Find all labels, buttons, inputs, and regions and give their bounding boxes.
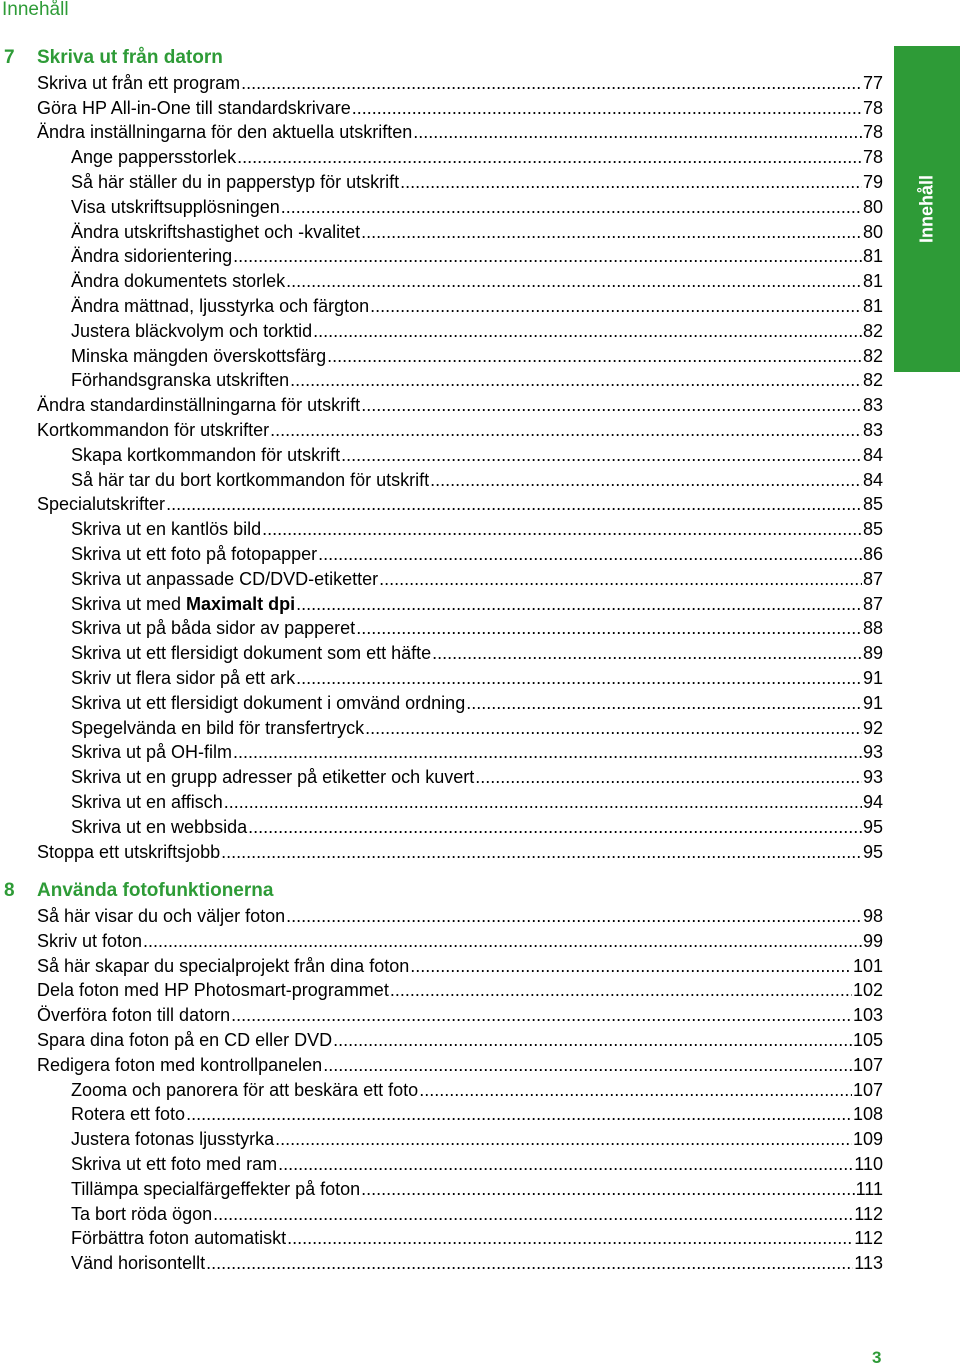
toc-entry[interactable] (0, 1102, 883, 1127)
toc-entry[interactable] (0, 145, 883, 170)
toc-entry-page: 80 (862, 196, 883, 217)
toc-entry-title (37, 96, 351, 121)
toc-entry-text: Överföra foton till datorn (37, 1005, 231, 1026)
toc-entry[interactable] (0, 954, 883, 979)
toc-entry-title (37, 1028, 332, 1053)
toc-entry[interactable] (0, 393, 883, 418)
toc-entry[interactable] (0, 790, 883, 815)
toc-entry-page: 109 (852, 1129, 883, 1150)
toc-entry-page: 82 (862, 320, 883, 341)
toc-entry-text: Förbättra foton automatiskt (71, 1228, 287, 1249)
dot-leader (286, 904, 862, 929)
toc-entry-page: 78 (862, 147, 883, 168)
chapter-heading (0, 46, 884, 71)
toc-entry-text: Skriv ut foton (37, 930, 143, 951)
toc-entry-title (71, 344, 326, 369)
chapter-number: 7 (4, 47, 15, 68)
toc-entry-page: 84 (862, 444, 883, 465)
toc-entry-text: Rotera ett foto (71, 1104, 186, 1125)
toc-entry-text: Ta bort röda ögon (71, 1203, 213, 1224)
toc-entry[interactable] (0, 1152, 883, 1177)
toc-entry-page: 79 (862, 171, 883, 192)
toc-entry-title (71, 1177, 360, 1202)
dot-leader (231, 1003, 852, 1028)
toc-entry-title (71, 443, 340, 468)
dot-leader (333, 1028, 852, 1053)
toc-entry-title (37, 1003, 230, 1028)
toc-entry[interactable] (0, 1127, 883, 1152)
table-of-contents (0, 46, 884, 1276)
toc-entry-page: 81 (862, 295, 883, 316)
toc-entry[interactable] (0, 344, 883, 369)
dot-leader (213, 1202, 853, 1227)
dot-leader (400, 170, 862, 195)
dot-leader (352, 96, 862, 121)
toc-entry-title (37, 492, 165, 517)
toc-entry-page: 108 (852, 1104, 883, 1125)
toc-entry-title (71, 195, 280, 220)
toc-entry-title (71, 1202, 212, 1227)
toc-entry-page: 113 (854, 1253, 883, 1274)
chapter-heading (0, 879, 884, 904)
toc-entry-title (71, 641, 431, 666)
toc-entry-page: 105 (852, 1030, 883, 1051)
toc-entry-page: 95 (862, 816, 883, 837)
toc-entry-text: Skriva ut en grupp adresser på etiketter och kuvert (71, 767, 475, 788)
toc-entry[interactable] (0, 567, 883, 592)
toc-entry-text: Skriva ut ett flersidigt dokument som ett häfte (71, 643, 432, 664)
toc-entry-page: 91 (862, 667, 883, 688)
toc-entry-text: Skriva ut en kantlös bild (71, 519, 262, 540)
dot-leader (281, 195, 862, 220)
toc-entry-title (71, 790, 223, 815)
toc-entry-title (71, 740, 232, 765)
toc-entry-title (71, 294, 369, 319)
dot-leader (419, 1078, 852, 1103)
toc-entry[interactable] (0, 904, 883, 929)
dot-leader (290, 368, 862, 393)
side-tab-label: Innehåll (916, 174, 937, 244)
dot-leader (356, 616, 862, 641)
toc-entry-text: Ändra mättnad, ljusstyrka och färgton (71, 295, 370, 316)
toc-entry-page: 107 (852, 1079, 883, 1100)
dot-leader (237, 145, 862, 170)
toc-entry[interactable] (0, 269, 883, 294)
toc-entry-page: 83 (862, 395, 883, 416)
dot-leader (262, 517, 862, 542)
toc-entry-title (71, 269, 285, 294)
toc-entry-text: Så här ställer du in papperstyp för utskrift (71, 171, 400, 192)
toc-entry-page: 82 (862, 370, 883, 391)
toc-entry-text: Ändra utskriftshastighet och -kvalitet (71, 221, 361, 242)
toc-entry-title (37, 418, 269, 443)
dot-leader (186, 1102, 852, 1127)
toc-entry-page: 83 (862, 419, 883, 440)
toc-entry-page: 82 (862, 345, 883, 366)
toc-entry-title (71, 815, 247, 840)
dot-leader (370, 294, 862, 319)
toc-entry-text: Skriva ut ett flersidigt dokument i omvänd ordning (71, 692, 466, 713)
toc-entry-page: 89 (862, 643, 883, 664)
dot-leader (327, 344, 862, 369)
toc-entry-page: 110 (854, 1154, 883, 1175)
toc-entry-page: 107 (852, 1054, 883, 1075)
toc-entry-page: 102 (852, 980, 883, 1001)
toc-entry-text: Spegelvända en bild för transfertryck (71, 717, 365, 738)
toc-entry-page: 80 (862, 221, 883, 242)
dot-leader (296, 666, 862, 691)
dot-leader (430, 468, 862, 493)
toc-entry[interactable] (0, 616, 883, 641)
dot-leader (143, 929, 862, 954)
toc-entry-text: Skriva ut en affisch (71, 791, 223, 812)
toc-entry[interactable] (0, 1251, 883, 1276)
toc-entry-text: Visa utskriftsupplösningen (71, 196, 280, 217)
toc-entry[interactable] (0, 170, 883, 195)
dot-leader (248, 815, 862, 840)
toc-entry[interactable] (0, 1028, 883, 1053)
toc-entry-text: Stoppa ett utskriftsjobb (37, 841, 221, 862)
toc-entry-title (71, 666, 295, 691)
toc-entry[interactable] (0, 517, 883, 542)
toc-entry-page: 85 (862, 519, 883, 540)
toc-entry-page: 88 (862, 618, 883, 639)
toc-entry[interactable] (0, 1202, 883, 1227)
dot-leader (413, 120, 862, 145)
toc-entry[interactable] (0, 1003, 883, 1028)
toc-entry-page: 81 (862, 246, 883, 267)
toc-entry-page: 92 (862, 717, 883, 738)
dot-leader (287, 1226, 853, 1251)
dot-leader (278, 1152, 853, 1177)
dot-leader (224, 790, 862, 815)
toc-entry[interactable] (0, 418, 883, 443)
dot-leader (390, 978, 852, 1003)
dot-leader (466, 691, 862, 716)
dot-leader (166, 492, 862, 517)
toc-entry-text: Redigera foton med kontrollpanelen (37, 1054, 323, 1075)
toc-entry-text: Göra HP All-in-One till standardskrivare (37, 97, 351, 118)
toc-entry-text: Justera bläckvolym och torktid (71, 320, 313, 341)
toc-entry-text: Zooma och panorera för att beskära ett foto (71, 1079, 419, 1100)
toc-entry-text: Skriva ut från ett program (37, 72, 241, 93)
toc-entry-title (71, 1127, 274, 1152)
toc-entry-title (37, 120, 412, 145)
toc-entry-page: 93 (862, 767, 883, 788)
toc-entry[interactable] (0, 294, 883, 319)
toc-entry-text: Ändra standardinställningarna för utskrift (37, 395, 361, 416)
toc-entry-text: Ändra sidorientering (71, 246, 233, 267)
toc-entry[interactable] (0, 71, 883, 96)
toc-entry-title (71, 691, 465, 716)
dot-leader (341, 443, 862, 468)
section-side-tab (894, 46, 960, 372)
toc-entry-title (37, 393, 360, 418)
dot-leader (270, 418, 862, 443)
toc-entry-page: 77 (862, 72, 883, 93)
toc-entry-page: 86 (862, 543, 883, 564)
dot-leader (361, 220, 862, 245)
toc-entry-title (71, 1251, 205, 1276)
toc-entry-text: Specialutskrifter (37, 494, 166, 515)
toc-entry-text: Skriva ut ett foto med ram (71, 1154, 278, 1175)
toc-entry-title (71, 1102, 185, 1127)
dot-leader (379, 567, 862, 592)
toc-entry-text: Ange pappersstorlek (71, 147, 237, 168)
toc-entry[interactable] (0, 1177, 883, 1202)
toc-entry-title (37, 904, 285, 929)
toc-entry-page: 85 (862, 494, 883, 515)
toc-entry-title (71, 716, 364, 741)
toc-entry[interactable] (0, 929, 883, 954)
toc-entry-title (71, 1226, 286, 1251)
toc-entry-page: 98 (862, 906, 883, 927)
toc-entry-text: Skriva ut ett foto på fotopapper (71, 543, 318, 564)
toc-entry-text: Skriva ut anpassade CD/DVD-etiketter (71, 568, 379, 589)
toc-entry-page: 84 (862, 469, 883, 490)
toc-entry-title (71, 368, 289, 393)
toc-entry-text: Vänd horisontellt (71, 1253, 206, 1274)
toc-entry-page: 81 (862, 271, 883, 292)
dot-leader (221, 840, 862, 865)
toc-entry-title (37, 978, 389, 1003)
chapter-title: Skriva ut från datorn (37, 47, 223, 68)
toc-entry-title (37, 840, 220, 865)
toc-entry[interactable] (0, 96, 883, 121)
toc-entry-page: 111 (855, 1178, 883, 1199)
toc-entry-page: 87 (862, 593, 883, 614)
toc-entry[interactable] (0, 244, 883, 269)
toc-entry-text: Skriv ut flera sidor på ett ark (71, 667, 296, 688)
toc-entry[interactable] (0, 840, 883, 865)
toc-entry[interactable] (0, 120, 883, 145)
toc-entry-page: 95 (862, 841, 883, 862)
toc-entry[interactable] (0, 592, 883, 617)
toc-entry-title (71, 170, 399, 195)
toc-entry-text: Dela foton med HP Photosmart-programmet (37, 980, 389, 1001)
toc-entry[interactable] (0, 542, 883, 567)
dot-leader (432, 641, 862, 666)
toc-entry[interactable] (0, 1053, 883, 1078)
toc-entry-page: 91 (862, 692, 883, 713)
toc-entry-title (37, 954, 409, 979)
toc-entry[interactable] (0, 1226, 883, 1251)
toc-entry[interactable] (0, 220, 883, 245)
toc-entry[interactable] (0, 691, 883, 716)
dot-leader (323, 1053, 852, 1078)
page-number: 3 (872, 1348, 882, 1367)
toc-entry-title (37, 71, 240, 96)
toc-entry-page: 93 (862, 742, 883, 763)
toc-entry-text: Tillämpa specialfärgeffekter på foton (71, 1178, 361, 1199)
toc-entry-page: 78 (862, 122, 883, 143)
toc-entry-title (71, 1152, 277, 1177)
dot-leader (233, 740, 862, 765)
dot-leader (365, 716, 862, 741)
toc-entry[interactable] (0, 1078, 883, 1103)
toc-entry-text: Förhandsgranska utskriften (71, 370, 290, 391)
toc-entry-text: Så här tar du bort kortkommandon för utskrift (71, 469, 430, 490)
toc-entry-text: Så här visar du och väljer foton (37, 906, 286, 927)
dot-leader (361, 1177, 854, 1202)
dot-leader (296, 592, 862, 617)
toc-entry-page: 112 (854, 1203, 883, 1224)
toc-entry-page: 103 (852, 1005, 883, 1026)
toc-entry-page: 87 (862, 568, 883, 589)
toc-entry-title (71, 765, 474, 790)
toc-entry-text: Skriva ut på OH-film (71, 742, 233, 763)
dot-leader (286, 269, 862, 294)
toc-entry[interactable] (0, 978, 883, 1003)
toc-entry-page: 94 (862, 791, 883, 812)
toc-entry-text: Spara dina foton på en CD eller DVD (37, 1030, 333, 1051)
running-header: Innehåll (2, 0, 69, 20)
toc-entry[interactable] (0, 468, 883, 493)
toc-entry-title (71, 616, 355, 641)
toc-entry-text: Kortkommandon för utskrifter (37, 419, 270, 440)
toc-entry-page: 112 (854, 1228, 883, 1249)
toc-entry-text: Ändra inställningarna för den aktuella utskriften (37, 122, 413, 143)
toc-entry-title (71, 319, 312, 344)
toc-entry[interactable] (0, 815, 883, 840)
toc-entry-title (71, 1078, 418, 1103)
dot-leader (313, 319, 862, 344)
dot-leader (318, 542, 862, 567)
toc-entry-text: Skapa kortkommandon för utskrift (71, 444, 341, 465)
toc-entry[interactable] (0, 765, 883, 790)
toc-entry-title (71, 567, 378, 592)
dot-leader (206, 1251, 853, 1276)
toc-entry-title (71, 468, 429, 493)
toc-entry-title (71, 542, 317, 567)
toc-entry-title (71, 220, 360, 245)
dot-leader (361, 393, 862, 418)
toc-entry-text: Minska mängden överskottsfärg (71, 345, 327, 366)
toc-entry-page: 101 (852, 955, 883, 976)
toc-entry-text: Justera fotonas ljusstyrka (71, 1129, 275, 1150)
toc-entry-text: Skriva ut på båda sidor av papperet (71, 618, 356, 639)
toc-entry-title (37, 1053, 322, 1078)
toc-entry[interactable] (0, 641, 883, 666)
toc-entry-page: 78 (862, 97, 883, 118)
dot-leader (241, 71, 862, 96)
toc-entry-emphasis: Maximalt dpi (186, 593, 296, 614)
toc-entry-page: 99 (862, 930, 883, 951)
toc-entry-title (71, 592, 295, 617)
toc-entry-title (71, 244, 232, 269)
chapter-title: Använda fotofunktionerna (37, 880, 274, 902)
dot-leader (233, 244, 862, 269)
toc-entry[interactable] (0, 716, 883, 741)
toc-entry-text: Skriva ut en webbsida (71, 816, 248, 837)
dot-leader (475, 765, 862, 790)
toc-entry-title (37, 929, 142, 954)
dot-leader (275, 1127, 852, 1152)
toc-entry-text: Ändra dokumentets storlek (71, 271, 286, 292)
dot-leader (410, 954, 852, 979)
toc-entry[interactable] (0, 195, 883, 220)
toc-entry-title (71, 145, 236, 170)
toc-entry[interactable] (0, 492, 883, 517)
toc-entry-text: Så här skapar du specialprojekt från dina foton (37, 955, 410, 976)
toc-entry[interactable] (0, 666, 883, 691)
chapter-number: 8 (4, 880, 15, 902)
toc-entry-text: Skriva ut med (71, 593, 187, 614)
toc-entry[interactable] (0, 443, 883, 468)
toc-entry-title (71, 517, 261, 542)
toc-entry[interactable] (0, 319, 883, 344)
toc-entry[interactable] (0, 368, 883, 393)
toc-entry[interactable] (0, 740, 883, 765)
